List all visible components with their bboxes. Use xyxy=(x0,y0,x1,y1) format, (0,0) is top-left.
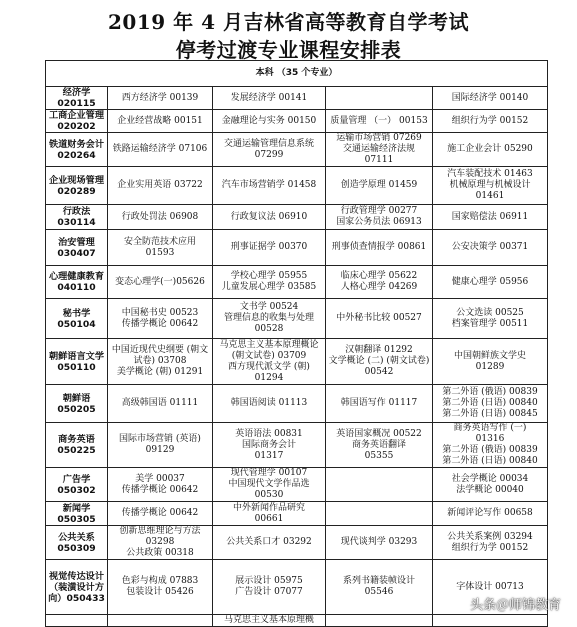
course-cell: 发展经济学 00141 xyxy=(213,87,326,110)
course-cell: 中国朝鲜族文学史 01289 xyxy=(433,339,548,385)
table-row xyxy=(46,615,548,627)
course-cell: 韩国语写作 01117 xyxy=(326,385,433,423)
course-cell: 文书学 00524 管理信息的收集与处理 00528 xyxy=(213,299,326,339)
course-cell xyxy=(433,615,548,627)
course-cell: 质量管理 （一） 00153 xyxy=(326,110,433,133)
table-row xyxy=(46,266,548,299)
course-cell: 国际市场营销 (英语) 09129 xyxy=(108,423,213,468)
table-row xyxy=(46,299,548,339)
course-cell: 运输市场营销 07269 交通运输经济法规 07111 xyxy=(326,133,433,167)
table-row xyxy=(46,339,548,385)
course-cell: 组织行为学 00152 xyxy=(433,110,548,133)
course-cell: 汽车装配技术 01463 机械原理与机械设计 01461 xyxy=(433,167,548,205)
course-cell: 现代谈判学 03293 xyxy=(326,526,433,560)
course-cell: 中外新闻作品研究 00661 xyxy=(213,502,326,526)
major-cell: 心理健康教育 040110 xyxy=(46,266,108,299)
course-cell: 英语国家概况 00522 商务英语翻译 05355 xyxy=(326,423,433,468)
course-cell: 刑事侦查情报学 00861 xyxy=(326,230,433,266)
course-cell xyxy=(326,468,433,502)
course-cell: 英语语法 00831 国际商务会计 01317 xyxy=(213,423,326,468)
course-cell: 国家赔偿法 06911 xyxy=(433,205,548,230)
course-cell: 行政处罚法 06908 xyxy=(108,205,213,230)
course-cell: 商务英语写作 (一) 01316 第二外语 (俄语) 00839 第二外语 (日语) 00840 xyxy=(433,423,548,468)
course-cell: 刑事证据学 00370 xyxy=(213,230,326,266)
major-cell xyxy=(46,615,108,627)
course-cell xyxy=(326,502,433,526)
major-cell: 广告学 050302 xyxy=(46,468,108,502)
course-cell: 施工企业会计 05290 xyxy=(433,133,548,167)
document-title-line2: 停考过渡专业课程安排表 xyxy=(175,38,402,62)
course-cell: 传播学概论 00642 xyxy=(108,502,213,526)
course-cell: 汽车市场营销学 01458 xyxy=(213,167,326,205)
major-cell: 商务英语 050225 xyxy=(46,423,108,468)
table-row xyxy=(46,133,548,167)
table-row xyxy=(46,526,548,560)
course-cell: 行政复议法 06910 xyxy=(213,205,326,230)
course-cell: 新闻评论写作 00658 xyxy=(433,502,548,526)
table-row xyxy=(46,423,548,468)
major-cell: 工商企业管理 020202 xyxy=(46,110,108,133)
course-cell: 公安决策学 00371 xyxy=(433,230,548,266)
course-cell: 高级韩国语 01111 xyxy=(108,385,213,423)
course-cell: 中外秘书比较 00527 xyxy=(326,299,433,339)
course-cell: 学校心理学 05955 儿童发展心理学 03585 xyxy=(213,266,326,299)
table-row xyxy=(46,87,548,110)
course-cell: 系列书籍装帧设计 05546 xyxy=(326,560,433,615)
course-cell: 健康心理学 05956 xyxy=(433,266,548,299)
major-cell: 秘书学 050104 xyxy=(46,299,108,339)
table-row xyxy=(46,230,548,266)
major-cell: 铁道财务会计 020264 xyxy=(46,133,108,167)
course-cell: 社会学概论 00034 法学概论 00040 xyxy=(433,468,548,502)
course-cell: 中国秘书史 00523 传播学概论 00642 xyxy=(108,299,213,339)
course-cell xyxy=(108,615,213,627)
major-cell: 经济学 020115 xyxy=(46,87,108,110)
course-cell xyxy=(326,615,433,627)
table-row xyxy=(46,110,548,133)
course-cell: 行政管理学 00277 国家公务员法 06913 xyxy=(326,205,433,230)
watermark: 头条＠师锦教育 xyxy=(469,598,561,613)
course-cell: 现代管理学 00107 中国现代文学作品选 00530 xyxy=(213,468,326,502)
table-header-row xyxy=(46,61,548,87)
course-cell: 汉朝翻译 01292 文学概论 (二) (朝文试卷) 00542 xyxy=(326,339,433,385)
course-cell: 公文选读 00525 档案管理学 00511 xyxy=(433,299,548,339)
major-cell: 朝鲜语 050205 xyxy=(46,385,108,423)
course-cell: 中国近现代史纲要 (朝文试卷) 03708 美学概论 (朝) 01291 xyxy=(108,339,213,385)
table-row xyxy=(46,468,548,502)
course-cell: 西方经济学 00139 xyxy=(108,87,213,110)
course-cell: 国际经济学 00140 xyxy=(433,87,548,110)
course-cell: 美学 00037 传播学概论 00642 xyxy=(108,468,213,502)
course-cell: 铁路运输经济学 07106 xyxy=(108,133,213,167)
course-cell: 公共关系口才 03292 xyxy=(213,526,326,560)
course-cell: 变态心理学(一)05626 xyxy=(108,266,213,299)
course-cell: 公共关系案例 03294 组织行为学 00152 xyxy=(433,526,548,560)
major-cell: 公共关系 050309 xyxy=(46,526,108,560)
course-cell: 创造学原理 01459 xyxy=(326,167,433,205)
course-cell: 安全防范技术应用 01593 xyxy=(108,230,213,266)
major-cell: 行政法 030114 xyxy=(46,205,108,230)
major-cell: 治安管理 030407 xyxy=(46,230,108,266)
document-title-line1: 2019 年 4 月吉林省高等教育自学考试 xyxy=(108,10,469,34)
table-row xyxy=(46,502,548,526)
course-cell: 交通运输管理信息系统 07299 xyxy=(213,133,326,167)
course-cell: 色彩与构成 07883 包装设计 05426 xyxy=(108,560,213,615)
course-cell: 展示设计 05975 广告设计 07077 xyxy=(213,560,326,615)
schedule-table xyxy=(45,60,548,627)
course-cell: 第二外语 (俄语) 00839 第二外语 (日语) 00840 第二外语 (日语) 00845 xyxy=(433,385,548,423)
major-cell: 新闻学 050305 xyxy=(46,502,108,526)
table-row xyxy=(46,167,548,205)
table-row xyxy=(46,205,548,230)
course-cell: 金融理论与实务 00150 xyxy=(213,110,326,133)
course-cell: 临床心理学 05622 人格心理学 04269 xyxy=(326,266,433,299)
table-header-cell: 本科 （35 个专业） xyxy=(46,61,548,87)
course-cell: 马克思主义基本原理概论 (朝文试卷) 03709 西方现代派文学 (朝) 01294 xyxy=(213,339,326,385)
major-cell: 朝鲜语言文学 050110 xyxy=(46,339,108,385)
course-cell: 字体设计 00713 xyxy=(433,560,548,615)
table-row xyxy=(46,385,548,423)
major-cell: 企业现场管理 020289 xyxy=(46,167,108,205)
course-cell: 韩国语阅读 01113 xyxy=(213,385,326,423)
course-cell xyxy=(326,87,433,110)
course-cell: 企业经营战略 00151 xyxy=(108,110,213,133)
major-cell: 视觉传达设计 （装潢设计方向）050433 xyxy=(46,560,108,615)
course-cell: 创新思维理论与方法 03298 公共政策 00318 xyxy=(108,526,213,560)
course-cell: 马克思主义基本原理概 xyxy=(213,615,326,627)
course-cell: 企业实用英语 03722 xyxy=(108,167,213,205)
